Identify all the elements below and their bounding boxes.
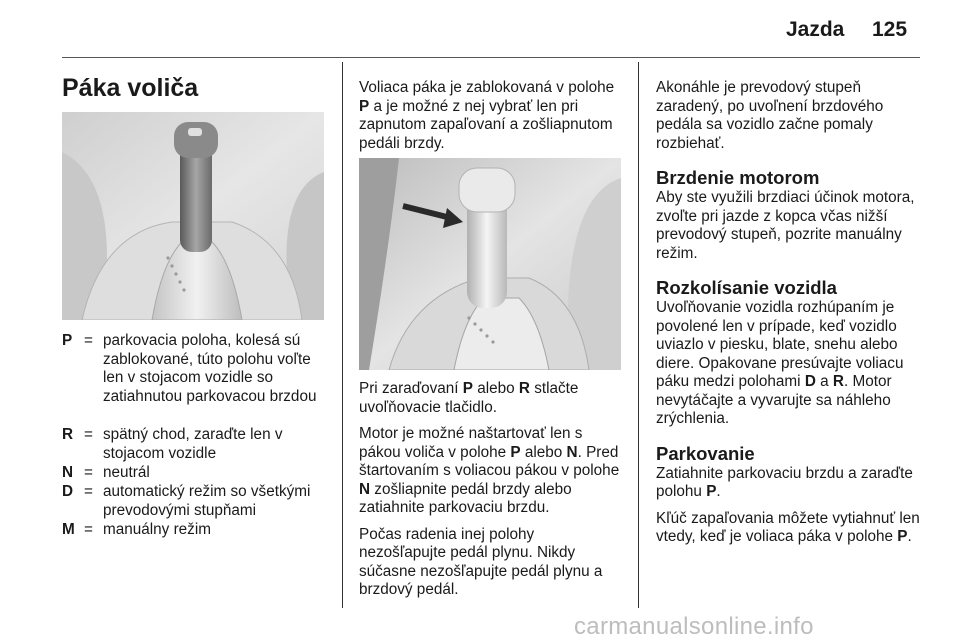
legend-row-r bbox=[62, 426, 327, 464]
legend-equals: = bbox=[84, 426, 93, 443]
legend-row-m bbox=[62, 521, 327, 540]
legend-row-n bbox=[62, 464, 327, 483]
watermark: carmanualsonline.info bbox=[574, 613, 814, 640]
paragraph-parking-brake: Zatiahnite parkovaciu brzdu a zaraďte polohu P. bbox=[656, 464, 913, 500]
column-divider-right bbox=[638, 62, 639, 608]
legend-row-p bbox=[62, 332, 327, 426]
paragraph-engine-braking: Aby ste využili brzdiaci účinok motora, zvoľte pri jazde z kopca včas nižší prevodový stupeň, pozrite manuálny režim. bbox=[656, 189, 915, 262]
page-header bbox=[0, 0, 960, 60]
column-middle-lower bbox=[359, 380, 623, 600]
release-button-illustration bbox=[359, 158, 621, 370]
paragraph-release-button: Pri zaraďovaní P alebo R stlačte uvoľňovacie tlačidlo. bbox=[359, 380, 579, 416]
legend-key: R bbox=[62, 426, 74, 443]
paragraph-creep: Akonáhle je prevodový stupeň zaradený, po uvoľnení brzdového pedála sa vozidlo začne pomaly rozbiehať. bbox=[656, 79, 884, 152]
legend-description: automatický režim so všetkými prevodovými stupňami bbox=[103, 483, 311, 519]
legend-description: parkovacia poloha, kolesá sú zablokované, túto polohu voľte len v stojacom vozidle so zatiahnutou parkovacou brzdou bbox=[103, 332, 317, 405]
legend-description: neutrál bbox=[103, 464, 150, 481]
heading-engine-braking: Brzdenie motorom bbox=[656, 167, 820, 188]
release-button-photo bbox=[359, 158, 621, 370]
legend-equals: = bbox=[84, 521, 93, 538]
legend-row-d bbox=[62, 483, 327, 521]
legend-description: manuálny režim bbox=[103, 521, 211, 538]
legend-description: spätný chod, zaraďte len v stojacom vozidle bbox=[103, 426, 283, 462]
running-header-section: Jazda bbox=[786, 18, 845, 41]
paragraph-ignition-key: Kľúč zapaľovania môžete vytiahnuť len vtedy, keď je voliaca páka v polohe P. bbox=[656, 509, 920, 545]
section-title: Páka voliča bbox=[62, 74, 199, 102]
legend-key: D bbox=[62, 483, 74, 500]
legend-equals: = bbox=[84, 464, 93, 481]
heading-parking: Parkovanie bbox=[656, 442, 755, 464]
paragraph-engine-start: Motor je možné naštartovať len s pákou voliča v polohe P alebo N. Pred štartovaním s voliacou pákou v polohe N zošliapnite pedál brzdy alebo zatiahnite parkovaciu brzdu. bbox=[359, 425, 620, 516]
paragraph-rocking: Uvoľňovanie vozidla rozhúpaním je povolené len v prípade, keď vozidlo uviazlo v piesku, blate, snehu alebo diere. Opakovane presúvajte voliacu páku medzi polohami D a R. Motor nevytáčajte a vyvarujte sa náhleho zrýchlenia. bbox=[656, 299, 904, 427]
column-divider-left bbox=[342, 62, 343, 608]
page-number: 125 bbox=[872, 18, 908, 41]
gear-selector-photo bbox=[62, 112, 324, 320]
paragraph-lock-info: Voliaca páka je zablokovaná v polohe P a je možné z nej vybrať len pri zapnutom zapaľovaní a zošliapnutom pedáli brzdy. bbox=[359, 79, 615, 152]
header-rule bbox=[62, 57, 920, 58]
gear-position-legend bbox=[62, 332, 327, 540]
legend-equals: = bbox=[84, 332, 93, 349]
paragraph-accelerator-warning: Počas radenia inej polohy nezošľapujte pedál plynu. Nikdy súčasne nezošľapujte pedál plynu a brzdový pedál. bbox=[359, 525, 603, 598]
gear-selector-illustration bbox=[62, 112, 324, 320]
legend-key: N bbox=[62, 464, 74, 481]
heading-rocking: Rozkolísanie vozidla bbox=[656, 277, 837, 298]
legend-equals: = bbox=[84, 483, 93, 500]
legend-key: P bbox=[62, 332, 73, 349]
column-right bbox=[656, 79, 922, 547]
column-middle bbox=[359, 79, 623, 153]
legend-key: M bbox=[62, 521, 75, 538]
